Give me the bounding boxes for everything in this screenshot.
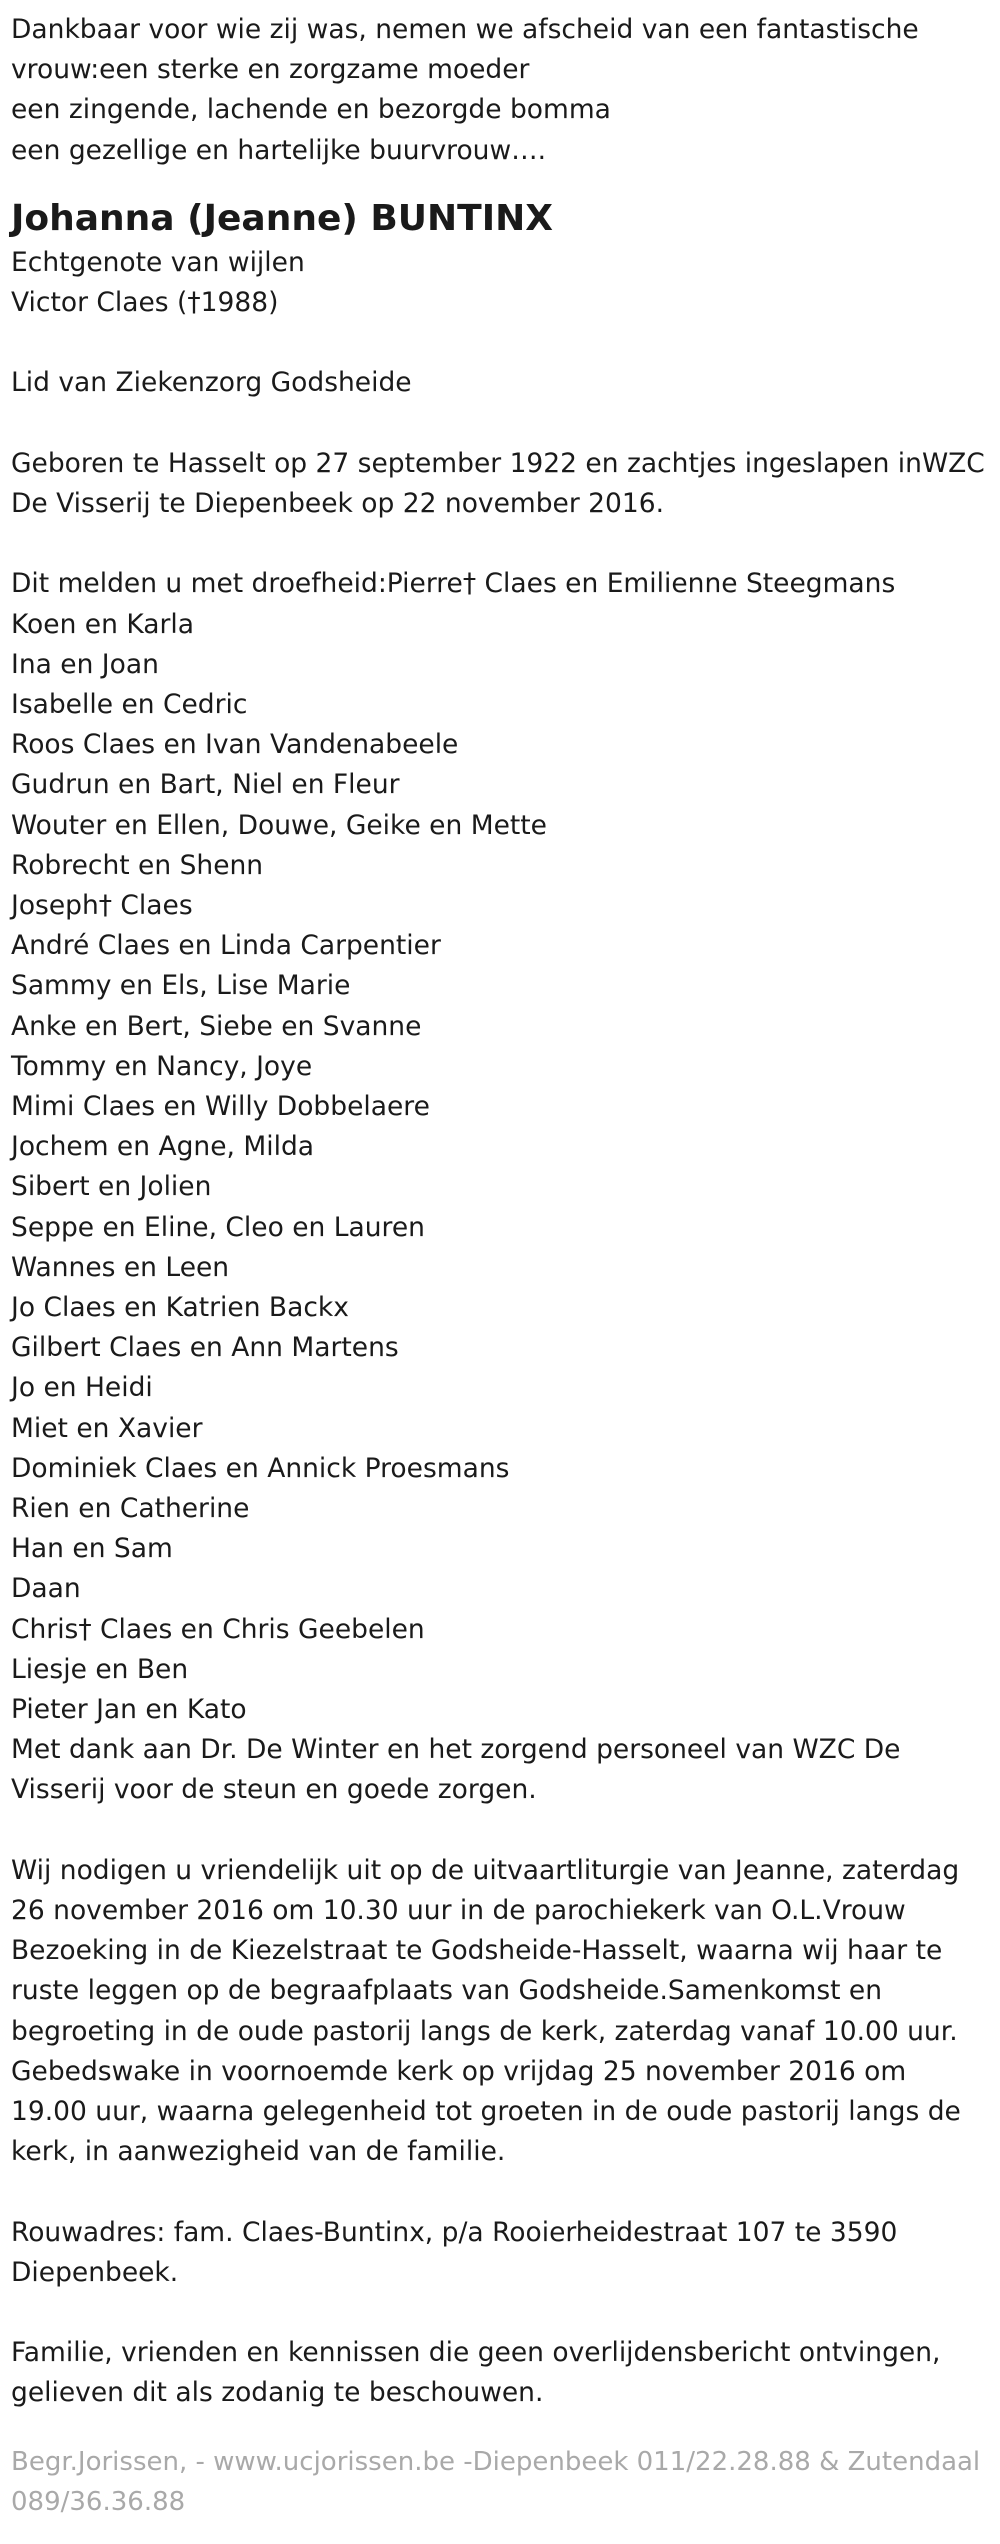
family-member: Jochem en Agne, Milda [11, 1131, 315, 1163]
family-member: Dominiek Claes en Annick Proesmans [11, 1452, 510, 1484]
birth-death-info: Geboren te Hasselt op 27 september 1922 en zachtjes ingeslapen inWZC De Visserij te Diepenbeek op 22 november 2016. [11, 447, 985, 519]
family-member: Wannes en Leen [11, 1251, 230, 1283]
family-member: Wouter en Ellen, Douwe, Geike en Mette [11, 809, 547, 841]
ceremony-text: Wij nodigen u vriendelijk uit op de uitvaartliturgie van Jeanne, zaterdag 26 november 2016 om 10.30 uur in de parochiekerk van O.L.Vrouw Bezoeking in de Kiezelstraat te Godsheide-Hasselt, waarna wij haar te ruste leggen op de begraafplaats van Godsheide.Samenkomst en begroeting in de oude pastorij langs de kerk, zaterdag vanaf 10.00 uur. Gebedswake in voornoemde kerk op vrijdag 25 november 2016 om 19.00 uur, waarna gelegenheid tot groeten in de oude pastorij langs de kerk, in aanwezigheid van de familie. [11, 1854, 961, 2168]
family-member: Koen en Karla [11, 608, 194, 640]
intro-text [11, 10, 990, 171]
funeral-home-footer: Begr.Jorissen, - www.ucjorissen.be -Diepenbeek 011/22.28.88 & Zutendaal 089/36.36.88 [11, 2446, 981, 2517]
deceased-name: Johanna (Jeanne) BUNTINX [11, 197, 553, 239]
family-intro: Dit melden u met droefheid:Pierre† Claes en Emilienne Steegmans [11, 568, 896, 600]
family-member: Anke en Bert, Siebe en Svanne [11, 1010, 422, 1042]
family-member: Sibert en Jolien [11, 1171, 212, 1203]
family-member: Han en Sam [11, 1533, 173, 1565]
spouse-line: Echtgenote van wijlen [11, 246, 305, 278]
family-member: Tommy en Nancy, Joye [11, 1050, 313, 1082]
family-member: Mimi Claes en Willy Dobbelaere [11, 1091, 430, 1123]
intro-line: een zingende, lachende en bezorgde bomma [11, 94, 611, 126]
family-member: Gilbert Claes en Ann Martens [11, 1332, 399, 1364]
membership: Lid van Ziekenzorg Godsheide [11, 367, 412, 399]
family-list [11, 605, 990, 1731]
family-member: Ina en Joan [11, 648, 159, 680]
intro-line: Dankbaar voor wie zij was, nemen we afscheid van een fantastische [11, 14, 919, 45]
family-member: Miet en Xavier [11, 1412, 203, 1444]
family-member: Isabelle en Cedric [11, 689, 248, 720]
family-member: Rien en Catherine [11, 1493, 250, 1525]
family-member: Jo Claes en Katrien Backx [11, 1292, 349, 1324]
family-member: Joseph† Claes [11, 890, 193, 922]
family-member: Pieter Jan en Kato [11, 1694, 247, 1726]
family-member: Jo en Heidi [11, 1372, 153, 1404]
family-member: Gudrun en Bart, Niel en Fleur [11, 769, 400, 801]
family-member: Liesje en Ben [11, 1653, 189, 1685]
family-member: Seppe en Eline, Cleo en Lauren [11, 1211, 425, 1243]
notice-text: Familie, vrienden en kennissen die geen overlijdensbericht ontvingen, gelieven dit als zodanig te beschouwen. [11, 2337, 941, 2409]
thanks-text: Met dank aan Dr. De Winter en het zorgend personeel van WZC De Visserij voor de steun en goede zorgen. [11, 1734, 901, 1806]
intro-line: een gezellige en hartelijke buurvrouw…. [11, 134, 547, 166]
family-member: André Claes en Linda Carpentier [11, 930, 441, 962]
family-member: Chris† Claes en Chris Geebelen [11, 1613, 425, 1645]
spouse-name: Victor Claes (†1988) [11, 287, 279, 319]
family-member: Roos Claes en Ivan Vandenabeele [11, 729, 459, 761]
family-member: Daan [11, 1573, 81, 1605]
mourning-address: Rouwadres: fam. Claes-Buntinx, p/a Rooierheidestraat 107 te 3590 Diepenbeek. [11, 2216, 898, 2288]
family-member: Robrecht en Shenn [11, 849, 264, 881]
family-member: Sammy en Els, Lise Marie [11, 970, 351, 1002]
intro-line: vrouw:een sterke en zorgzame moeder [11, 54, 530, 86]
